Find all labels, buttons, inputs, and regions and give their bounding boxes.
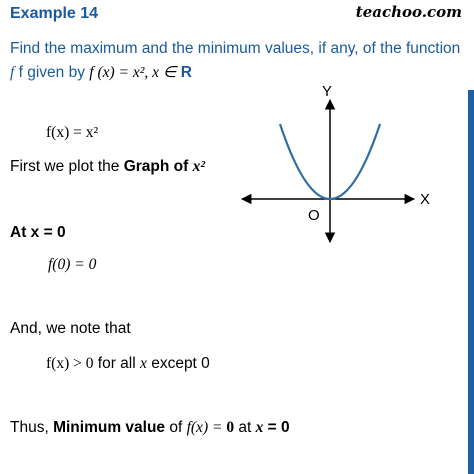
thus-fx: f(x) = [186,419,227,436]
question-f-var: f [10,64,15,81]
plot-math: x² [192,158,206,175]
at-x0-heading [10,224,66,242]
y-axis-label: Y [322,86,333,100]
parabola-graph [236,86,446,246]
teachoo-logo: teachoo.com [355,3,462,21]
thus-x: x [255,419,264,436]
function-definition [46,124,98,142]
right-accent-bar [468,90,474,474]
ineq-var: x [140,355,147,372]
question-given-by: f given by [18,64,85,81]
thus-bold: Minimum value [53,419,166,436]
question-line-2 [10,63,192,82]
ineq-suffix: except 0 [146,355,210,372]
origin-label: O [308,207,320,224]
func-def-text: f(x) = x² [46,124,99,141]
thus-zero: 0 [226,419,235,436]
x-axis-label: X [420,191,431,208]
question-real-set: R [180,64,192,81]
question-line-1: Find the maximum and the minimum values, if any, of the function [10,40,461,57]
example-title: Example 14 [10,5,99,22]
inequality-line [46,355,210,373]
header-bar [0,0,474,28]
thus-of: of [165,419,187,436]
thus-at: at [234,419,256,436]
thus-prefix: Thus, [10,419,54,436]
plot-instruction [10,158,205,176]
ineq-mid: for all [93,355,140,372]
ineq-math: f(x) > 0 [46,355,94,372]
question-function: f (x) = x², x ∈ [89,64,177,81]
plot-prefix: First we plot the [10,158,120,175]
f0-text: f(0) = 0 [48,256,97,273]
plot-bold: Graph of [123,158,189,175]
conclusion-line [10,419,290,437]
f0-equation [48,256,96,274]
thus-eq0: = 0 [263,419,290,436]
at-x0-label: At x = 0 [10,224,66,241]
note-line: And, we note that [10,320,131,337]
